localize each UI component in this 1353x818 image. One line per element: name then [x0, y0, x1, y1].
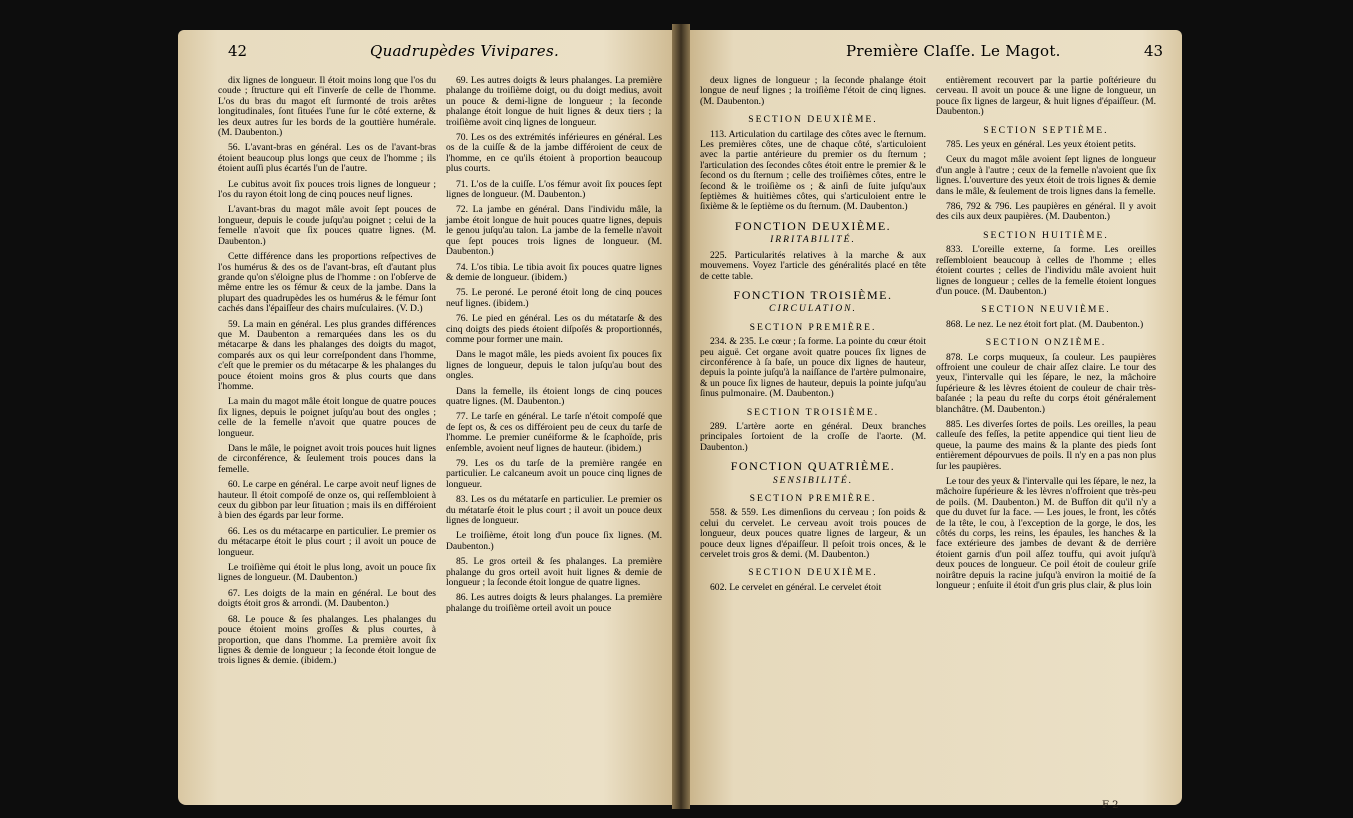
section-heading: CIRCULATION.	[769, 303, 857, 315]
section-heading: SECTION TROISIÈME.	[746, 406, 880, 418]
paragraph: 56. L'avant-bras en général. Les os de l'avant-bras étoient beaucoup plus longs que ceux de l'homme ; ils étoient auſſi plus écartés l'un de l'autre.	[218, 142, 436, 175]
paragraph: 70. Les os des extrémités inférieures en général. Les os de la cuiſſe & de la jambe différoient de ceux de l'homme, en ce qu'ils étoient à proportion beaucoup plus courts.	[446, 132, 662, 175]
section-heading: FONCTION TROISIÈME.	[733, 287, 893, 302]
paragraph: L'avant-bras du magot mâle avoit ſept pouces de longueur, depuis le coude juſqu'au poignet ; celui de la femelle n'avoit que ſix pouces quatre lignes. (M. Daubenton.)	[218, 204, 436, 247]
paragraph: 85. Le gros orteil & ſes phalanges. La première phalange du gros orteil avoit huit lignes & demie de longueur ; la ſeconde étoit longue de quatre lignes.	[446, 556, 662, 589]
right-column-1	[700, 76, 926, 598]
paragraph: 786, 792 & 796. Les paupières en général. Il y avoit des cils aux deux paupières. (M. Daubenton.)	[936, 201, 1156, 223]
paragraph: 833. L'oreille externe, ſa forme. Les oreilles reſſembloient beaucoup à celles de l'homme ; elles étoient courtes ; celles de l'individu mâle avoient huit lignes de longueur ; celles de la femelle étoient longues d'un pouce. (M. Daubenton.)	[936, 244, 1156, 297]
paragraph: 74. L'os tibia. Le tibia avoit ſix pouces quatre lignes & demie de longueur. (ibidem.)	[446, 261, 662, 283]
section-heading: SECTION PREMIÈRE.	[749, 493, 877, 504]
paragraph: 234. & 235. Le cœur ; ſa forme. La pointe du cœur étoit peu aiguë. Cet organe avoit quatre pouces ſix lignes de circonférence à ſa baſe, un pouce dix lignes de hauteur, depuis la pointe juſqu'à la naiſſance de l'artère pulmonaire, & un pouce ſix lignes de hauteur, depuis la pointe juſqu'au ſinus pulmonaire. (M. Daubenton.)	[700, 336, 926, 400]
paragraph: 60. Le carpe en général. Le carpe avoit neuf lignes de hauteur. Il étoit compoſé de onze os, qui reſſembloient à ceux du gibbon par leur ſituation ; mais ils en différoient à bien des égards par leur forme.	[218, 479, 436, 522]
section-heading: SENSIBILITÉ.	[772, 474, 854, 486]
paragraph: Ceux du magot mâle avoient ſept lignes de longueur d'un angle à l'autre ; ceux de la femelle n'avoient que ſix lignes. L'ouverture des yeux étoit de trois lignes & demie dans le mâle, & ſeulement de trois lignes dans la femelle.	[936, 154, 1156, 197]
paragraph: Dans le mâle, le poignet avoit trois pouces huit lignes de circonférence, & ſeulement trois pouces dans la femelle.	[218, 443, 436, 475]
paragraph: Dans le magot mâle, les pieds avoient ſix pouces ſix lignes de longueur, depuis le talon juſqu'au bout des ongles.	[446, 349, 662, 382]
paragraph: 59. La main en général. Les plus grandes différences que M. Daubenton a remarquées dans les os du métacarpe & dans les phalanges des doigts du magot, comparés aux os qui leur correſpondent dans l'homme, c'eſt que le premier os du métacarpe & les phalanges du pouce étoient moins gros & plus courts que dans l'homme.	[218, 318, 436, 392]
section-heading: IRRITABILITÉ.	[770, 234, 856, 246]
paragraph: 878. Le corps muqueux, ſa couleur. Les paupières offroient une couleur de chair aſſez claire. Le tour des yeux, l'intervalle qui les ſépare, le nez, la mâchoire ſupérieure & les lèvres étoient de couleur de chair très-baſanée ; la peau du reſte du corps étoit généralement blanchâtre. (M. Daubenton.)	[936, 351, 1156, 415]
section-heading: SECTION DEUXIÈME.	[748, 567, 878, 579]
paragraph: 72. La jambe en général. Dans l'individu mâle, la jambe étoit longue de huit pouces quatre lignes, depuis le genou juſqu'au talon. La jambe de la femelle n'avoit que ſept pouces trois lignes de longueur. (M. Daubenton.)	[446, 204, 662, 258]
paragraph: dix lignes de longueur. Il étoit moins long que l'os du coude ; ſtructure qui eſt l'inverſe de celle de l'homme. L'os du bras du magot eſt ſurmonté de trois arêtes longitudinales, ſont ſituées l'une ſur le côté externe, & les deux autres ſur les bords de la gouttière humérale. (M. Daubenton.)	[218, 75, 436, 139]
paragraph: 868. Le nez. Le nez étoit fort plat. (M. Daubenton.)	[946, 318, 1144, 330]
paragraph: 67. Les doigts de la main en général. Le bout des doigts étoit gros & arrondi. (M. Daubenton.)	[218, 587, 436, 610]
right-column-2	[936, 76, 1156, 596]
paragraph: 225. Particularités relatives à la marche & aux mouvemens. Voyez l'article des généralités placé en tête de cette table.	[700, 249, 926, 282]
right-running-header: Première Claſſe. Le Magot.	[846, 42, 1061, 60]
paragraph: Le troiſième, étoit long d'un pouce ſix lignes. (M. Daubenton.)	[446, 530, 662, 552]
paragraph: Dans la femelle, ils étoient longs de cinq pouces quatre lignes. (M. Daubenton.)	[446, 385, 662, 407]
section-heading: FONCTION DEUXIÈME.	[734, 218, 892, 233]
paragraph: 113. Articulation du cartilage des côtes avec le ſternum. Les premières côtes, une de chaque côté, s'articuloient avec la partie antérieure du premier os du ſternum ; l'articulation des ſecondes côtes étoit entre le premier & le ſecond os du ſternum ; celle des troiſièmes côtes, entre le ſecond & le troiſième os ; & ainſi de ſuite juſqu'aux ſeptièmes & huitièmes côtes, qui s'articuloient entre le ſixième & le ſeptième os du ſternum. (M. Daubenton.)	[700, 128, 926, 213]
section-heading: SECTION DEUXIÈME.	[748, 114, 878, 126]
paragraph: 79. Les os du tarſe de la première rangée en particulier. Le calcaneum avoit un pouce cinq lignes de longueur.	[446, 458, 662, 490]
paragraph: 602. Le cervelet en général. Le cervelet étoit	[710, 581, 882, 593]
section-heading: SECTION NEUVIÈME.	[981, 304, 1111, 316]
section-heading: SECTION SEPTIÈME.	[983, 124, 1109, 136]
paragraph: 289. L'artère aorte en général. Deux branches principales ſortoient de la croſſe de l'aorte. (M. Daubenton.)	[700, 420, 926, 453]
left-running-header: Quadrupèdes Vivipares.	[370, 42, 560, 60]
section-heading: SECTION PREMIÈRE.	[749, 321, 877, 333]
paragraph: 558. & 559. Les dimenſions du cerveau ; ſon poids & celui du cervelet. Le cerveau avoit trois pouces de longueur, deux pouces quatre lignes de largeur, & un pouce deux lignes d'épaiſſeur. Il peſoit trois onces, & le cervelet trois gros & demi. (M. Daubenton.)	[700, 507, 926, 561]
paragraph: 785. Les yeux en général. Les yeux étoient petits.	[946, 139, 1136, 151]
section-heading: SECTION HUITIÈME.	[983, 229, 1109, 241]
book-gutter	[672, 24, 690, 809]
paragraph: Le cubitus avoit ſix pouces trois lignes de longueur ; l'os du rayon étoit long de cinq pouces neuf lignes.	[218, 178, 436, 201]
paragraph: 885. Les diverſes ſortes de poils. Les oreilles, la peau calleuſe des feſſes, la petite appendice qui tient lieu de queue, la paume des mains & la plante des pieds ſont entièrement dépourvues de poils. Il n'y en a pas non plus ſur les paupières.	[936, 418, 1156, 472]
paragraph: deux lignes de longueur ; la ſeconde phalange étoit longue de neuf lignes ; la troiſième l'étoit de cinq lignes. (M. Daubenton.)	[700, 75, 926, 107]
paragraph: La main du magot mâle étoit longue de quatre pouces ſix lignes, depuis le poignet juſqu'au bout des ongles ; celle de la femelle n'avoit que quatre pouces de longueur.	[218, 396, 436, 439]
paragraph: 76. Le pied en général. Les os du métatarſe & des cinq doigts des pieds étoient diſpoſés & proportionnés, comme pour former une main.	[446, 313, 662, 345]
paragraph: 69. Les autres doigts & leurs phalanges. La première phalange du troiſième doigt, ou du doigt medius, avoit un pouce & demi-ligne de longueur ; la ſeconde phalange étoit longue de huit lignes & deux tiers ; la troiſième avoit cinq lignes de longueur.	[446, 75, 662, 128]
paragraph: 86. Les autres doigts & leurs phalanges. La première phalange du troiſième orteil avoit un pouce	[446, 592, 662, 614]
paragraph: 77. Le tarſe en général. Le tarſe n'étoit compoſé que de ſept os, & ces os différoient peu de ceux du tarſe de l'homme. Le premier cunéiforme & le ſcaphoïde, pris enſemble, avoient neuf lignes de hauteur. (ibidem.)	[446, 411, 662, 454]
paragraph: Cette différence dans les proportions reſpectives de l'os humérus & des os de l'avant-bras, eſt d'autant plus grande qu'on s'éloigne plus de l'homme : on l'obſerve de même entre les os fémur & ceux de la jambe. Dans la plupart des quadrupèdes les os humérus & le fémur ſont cachés dans l'épaiſſeur des chairs muſculaires. (V. D.)	[218, 251, 436, 315]
signature-mark: F 2	[1102, 800, 1119, 811]
section-heading: SECTION ONZIÈME.	[985, 337, 1107, 349]
paragraph: 66. Les os du métacarpe en particulier. Le premier os du métacarpe étoit le plus court ; il avoit un pouce de longueur.	[218, 525, 436, 558]
section-heading: FONCTION QUATRIÈME.	[730, 459, 896, 474]
left-column-1	[218, 76, 436, 672]
paragraph: 68. Le pouce & ſes phalanges. Les phalanges du pouce étoient moins groſſes & plus courtes, à proportion, que dans l'homme. La première avoit ſix lignes & demie de longueur ; la ſeconde étoit longue de trois lignes & demie. (ibidem.)	[218, 613, 436, 667]
paragraph: 71. L'os de la cuiſſe. L'os fémur avoit ſix pouces ſept lignes de longueur. (M. Daubenton.)	[446, 178, 662, 201]
left-page-number: 42	[228, 42, 248, 60]
paragraph: 75. Le peroné. Le peroné étoit long de cinq pouces neuf lignes. (ibidem.)	[446, 287, 662, 309]
left-column-2	[446, 76, 662, 619]
paragraph: entièrement recouvert par la partie poſtérieure du cerveau. Il avoit un pouce & une ligne de longueur, un pouce ſix lignes de largeur, & huit lignes d'épaiſſeur. (M. Daubenton.)	[936, 75, 1156, 118]
paragraph: Le tour des yeux & l'intervalle qui les ſépare, le nez, la mâchoire ſupérieure & les lèvres n'offroient que très-peu de poils. (M. Daubenton.) M. de Buffon dit qu'il n'y a que du duvet ſur la face. — Les joues, le front, les côtés de la tête, le cou, à l'exception de la gorge, le dos, les côtés du corps, les reins, les épaules, les hanches & la face extérieure des jambes de devant & de derrière étoient garnis d'un poil aſſez touffu, qui avoit juſqu'à deux pouces de longueur. Ce poil étoit de couleur griſe noirâtre depuis la racine juſqu'à environ la moitié de ſa longueur ; enſuite il étoit d'un gris plus clair, & plus loin	[936, 476, 1156, 592]
paragraph: 83. Les os du métatarſe en particulier. Le premier os du métatarſe étoit le plus court ; il avoit un pouce deux lignes de longueur.	[446, 494, 662, 527]
paragraph: Le troiſième qui étoit le plus long, avoit un pouce ſix lignes de longueur. (M. Daubenton.)	[218, 562, 436, 584]
right-page-number: 43	[1144, 42, 1164, 60]
